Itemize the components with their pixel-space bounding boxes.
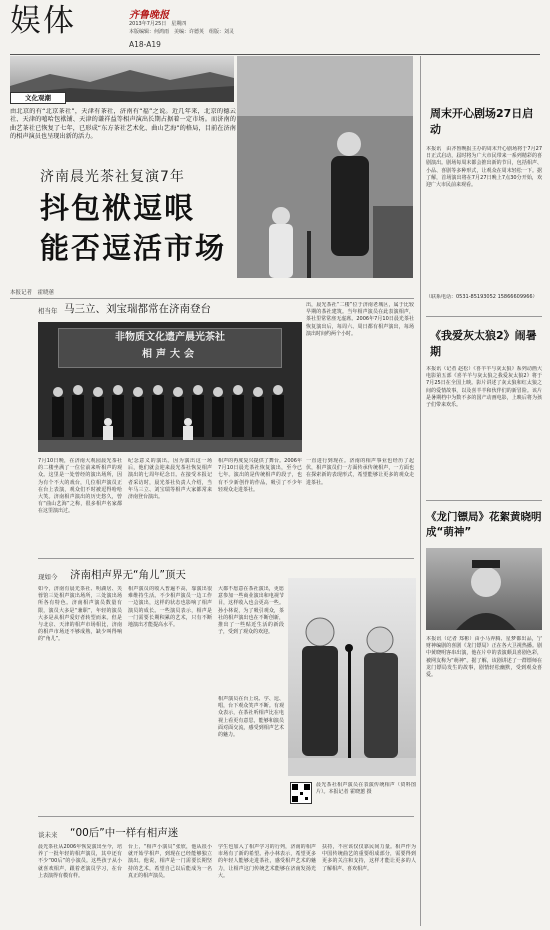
sub3-body-c: 学生也加入了相声学习的行列，济南的相声市场有了新的希望。孙小林表示，希望更多的年轻人能够走进茶社，感受相声艺术的魅力，让相声这门传统艺术能够在济南发扬光大。 <box>218 844 316 879</box>
sub3-body-d: 扶持，不应该仅仅靠民间力量。相声作为中国传统曲艺的重要组成部分，需要得到更多的关注和支持，这样才能让更多的人了解相声、喜欢相声。 <box>322 844 416 872</box>
culture-tag-label: 文化观潮 <box>25 94 51 102</box>
sub2-body-b: 相声演员的收入普遍不高，靠演出很难维持生活。不少相声演员一边工作一边演出，这样的状态也影响了相声演员的成长。一些演员表示，相声是一门需要长期积累的艺术，只有不断地演出才能提高水平。 <box>128 586 212 629</box>
sub2-tag: 现如今 <box>38 573 58 581</box>
side1-contact: （联系电话：0531-85193052 15866609966） <box>426 294 538 300</box>
side3-title <box>426 510 544 540</box>
headline-line-2: 能否逗活市场 <box>40 231 227 265</box>
sub2-body-c: 大都不愿意在茶社演出，更愿意参加一些商业演出和电视节目，这样收入也会更高一些。孙小林说，为了吸引观众，茶社的相声演出也在不断创新，推出了一些贴近生活的新段子，受到了观众的欢迎。 <box>218 586 284 636</box>
headline-line-1: 抖包袱逗哏 <box>40 191 196 225</box>
qr-pattern <box>291 783 311 803</box>
lead-rule <box>10 298 414 299</box>
side1-rule <box>426 316 542 317</box>
side1-body: 本报讯 由齐鲁晚报主办的周末开心剧场将于7月27日正式启动，届时将为广大市民带来一系列精彩的喜剧演出。剧场每周末都会推出新的节目，包括相声、小品、喜剧等多种形式，让观众在周末轻松一下。据了解，首场演出将在7月27日晚上7点30分开始，欢迎广大市民前来观看。 <box>426 146 542 189</box>
sub1-tag: 相当年 <box>38 307 58 315</box>
sub1-body-d: 出，晨光茶社“二楼”位于济南老城区，属于比较早期的茶社建筑。当年相声演员在此表演相声，茶社里常常座无虚席。2006年7月10日晨光茶社恢复演出后，每周六、周日都有相声演出，每场演出时间约两个小时。 <box>306 302 414 337</box>
sub1-body-a: 7月10日晚，在济南大观园晨光茶社的二楼坐满了一位位前来听相声的观众。这里是一处曾经的演出场所，因为有个不大的戏台，几位相声演员正在台上表演，观众们不时被逗得哈哈大笑。济南相声演出的历史悠久，曾有“曲山艺海”之称，很多相声名家都在这里演出过。 <box>38 458 122 515</box>
sub1-title: 马三立、刘宝瑞都常在济南登台 <box>64 303 211 315</box>
stage-banner-line-1: 非物质文化遗产晨光茶社 <box>115 332 225 343</box>
side2-rule <box>426 500 542 501</box>
culture-tag <box>10 92 66 104</box>
header-rule <box>10 54 540 55</box>
side2-title-text: 《我爱灰太狼2》闹暑期 <box>430 329 537 358</box>
side2-body: 本报讯（记者 赵松）《喜羊羊与灰太狼》系列动画大电影第五部《喜羊羊与灰太狼之我爱灰太狼2》将于7月25日在全国上映。影片讲述了灰太狼和红太狼之间的爱情故事，以及喜羊羊和伙伴们的新冒险。该片是暑期档中为数不多的国产动画电影，上映后将为孩子们带来欢乐。 <box>426 366 542 409</box>
actor-portrait-photo <box>426 548 542 630</box>
sub2-title: 济南相声界无“角儿”顶天 <box>70 569 186 581</box>
crosstalk-duo-photo <box>288 578 416 776</box>
side3-body: 本报讯（记者 郑彬）由小马奔腾、星梦都出品，宁财神编剧的喜剧《龙门镖局》正在各大卫视热播。剧中黄晓明客串出演，他在片中的表演颇具喜剧色彩，被网友称为“萌神”。据了解，该剧讲述了一群镖师在龙门镖局发生的故事，剧情轻松幽默，受到观众喜爱。 <box>426 636 542 679</box>
side3-title-text: 《龙门镖局》花絮黄晓明成“萌神” <box>426 511 542 538</box>
stage-banner-line-2: 相声大会 <box>142 349 198 360</box>
sub1-body-c: 相声的再度复兴提供了舞台。2006年7月10日晨光茶社恢复演出，至今已七年。演出的是传统相声的段子，也有不少新创作的作品，吸引了不少年轻观众走进茶社。 <box>218 458 302 493</box>
sub2-body-d: 相声演员在台上说、学、逗、唱，台下观众笑声不断。有观众表示，在茶社听相声比在电视上看更有意思，能够和演员面对面交流，感受到相声艺术的魅力。 <box>218 696 284 739</box>
sub3-tag: 谈未来 <box>38 831 58 839</box>
paper-logo: 齐鲁晚报 <box>129 10 169 21</box>
section-title: 娱体 <box>10 3 76 39</box>
sub2-rule <box>38 816 414 817</box>
sub3-body-a: 晨光茶社从2006年恢复演出至今，培养了一批年轻的相声演员，其中还有不少“00后”的小演员。这些孩子从小就喜欢相声，跟着老演员学习，在台上表演得有模有样。 <box>38 844 122 879</box>
lead-summary: 由北京的有“北京茶社”，天津有茶社，济南有“福”之说。近几年来，北京的德云社、天津的嘻哈包袱铺、天津的谦祥益等相声演出长期占据着一定市场。而济南的曲艺茶社已恢复了七年，已形成“东方茶社艺术化、曲山艺海”的格局，目前在济南的相声演员也呈现出新的活力。 <box>10 108 236 141</box>
sub1-body-e: 一直进行到现在。济南的相声事业也经历了起伏，相声演员们一方面传承传统相声，一方面也在探索新的表现形式，希望能够让更多的观众走进茶社。 <box>306 458 414 486</box>
sub1-rule <box>38 558 414 559</box>
stage-group-photo <box>38 322 302 452</box>
duo-illustration <box>288 578 416 776</box>
photo-caption: 晨光茶社相声演员在表演传统相声（资料图片）。本报记者 霍晓蕙 摄 <box>316 782 416 796</box>
main-performance-photo <box>237 56 413 278</box>
date-line: 2013年7月25日 星期四 <box>129 21 187 27</box>
qr-code-icon <box>290 782 312 804</box>
actor-illustration <box>426 548 542 630</box>
performers-illustration <box>237 56 413 278</box>
side2-title <box>430 328 542 360</box>
sub1-body-b: 纪念意义的演出。因为演出这一场后，他们就会迎来晨光茶社恢复相声演出的七周年纪念日。在接受本报记者采访时，晨光茶社负责人介绍，当年马三立、刘宝瑞等相声大家都常来济南登台演出。 <box>128 458 212 501</box>
performers-row-illustration <box>38 322 302 452</box>
editor-line: 本版编辑：何鸿雨 美编：许德英 组版：刘灵 <box>129 29 235 35</box>
right-column-rule <box>420 56 421 926</box>
lead-byline: 本报记者 霍晓蕙 <box>10 290 55 296</box>
page-numbers: A18-A19 <box>129 40 161 49</box>
lead-kicker: 济南晨光茶社复演7年 <box>40 169 185 185</box>
side1-title-text: 周末开心剧场27日启动 <box>430 107 534 136</box>
sub3-title: “00后”中一样有相声迷 <box>70 827 179 839</box>
sub2-body-a: 如今，济南有晨光茶社、明湖居、芙蓉馆三处相声演出场所，三处演出场所各有特色。济南相声演员数量有限，演员大多是“兼职”，年轻的演员大多是从相声爱好者转型而来。但是与北京、天津的相声市场相比，济南的相声市场还不够成熟，缺少叫得响的“角儿”。 <box>38 586 122 643</box>
sub3-body-b: 台上，“相声小演员”张欣，他从很小就开始学相声，到现在已经能够独立演出。他说，相声是一门需要长期坚持的艺术，希望自己以后能成为一名真正的相声演员。 <box>128 844 212 879</box>
side1-title <box>430 106 542 138</box>
